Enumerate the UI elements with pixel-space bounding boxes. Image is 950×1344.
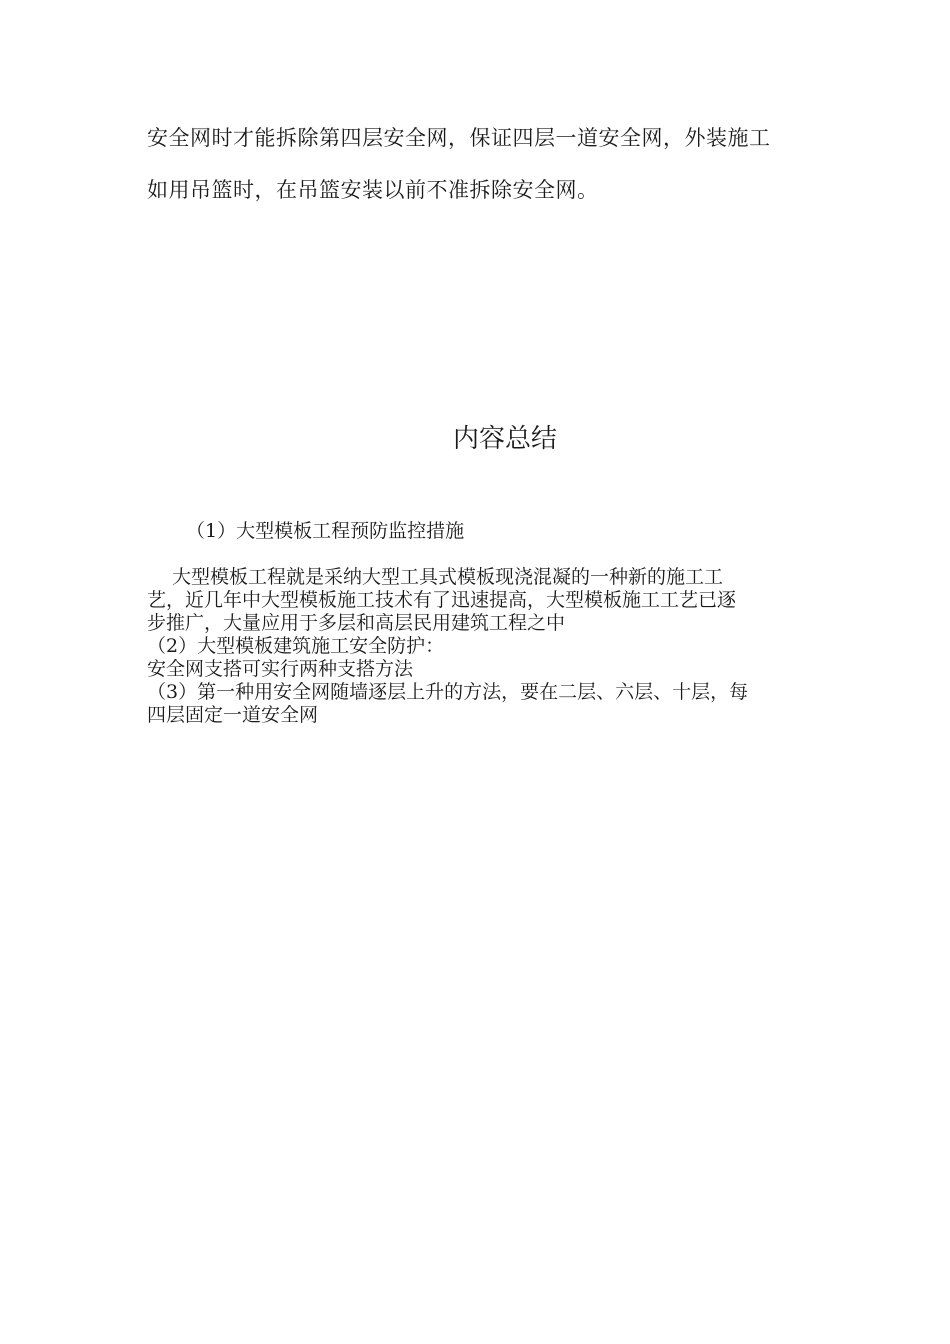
summary-line-1: 大型模板工程就是采纳大型工具式模板现浇混凝的一种新的施工工 — [172, 566, 724, 588]
summary-line-5: 安全网支搭可实行两种支搭方法 — [147, 658, 414, 680]
summary-heading: （1）大型模板工程预防监控措施 — [186, 520, 465, 542]
summary-line-6: （3）第一种用安全网随墙逐层上升的方法，要在二层、六层、十层，每 — [147, 681, 749, 703]
summary-line-3: 步推广，大量应用于多层和高层民用建筑工程之中 — [147, 612, 566, 634]
summary-body — [147, 566, 807, 727]
top-paragraph-line-2: 如用吊篮时，在吊篮安装以前不准拆除安全网。 — [147, 178, 599, 202]
summary-line-7: 四层固定一道安全网 — [147, 704, 319, 726]
summary-line-4: （2）大型模板建筑施工安全防护： — [147, 635, 445, 657]
top-paragraph-line-1: 安全网时才能拆除第四层安全网，保证四层一道安全网，外装施工 — [147, 126, 771, 150]
summary-title: 内容总结 — [452, 424, 557, 454]
summary-line-2: 艺，近几年中大型模板施工技术有了迅速提高，大型模板施工工艺已逐 — [147, 589, 737, 611]
